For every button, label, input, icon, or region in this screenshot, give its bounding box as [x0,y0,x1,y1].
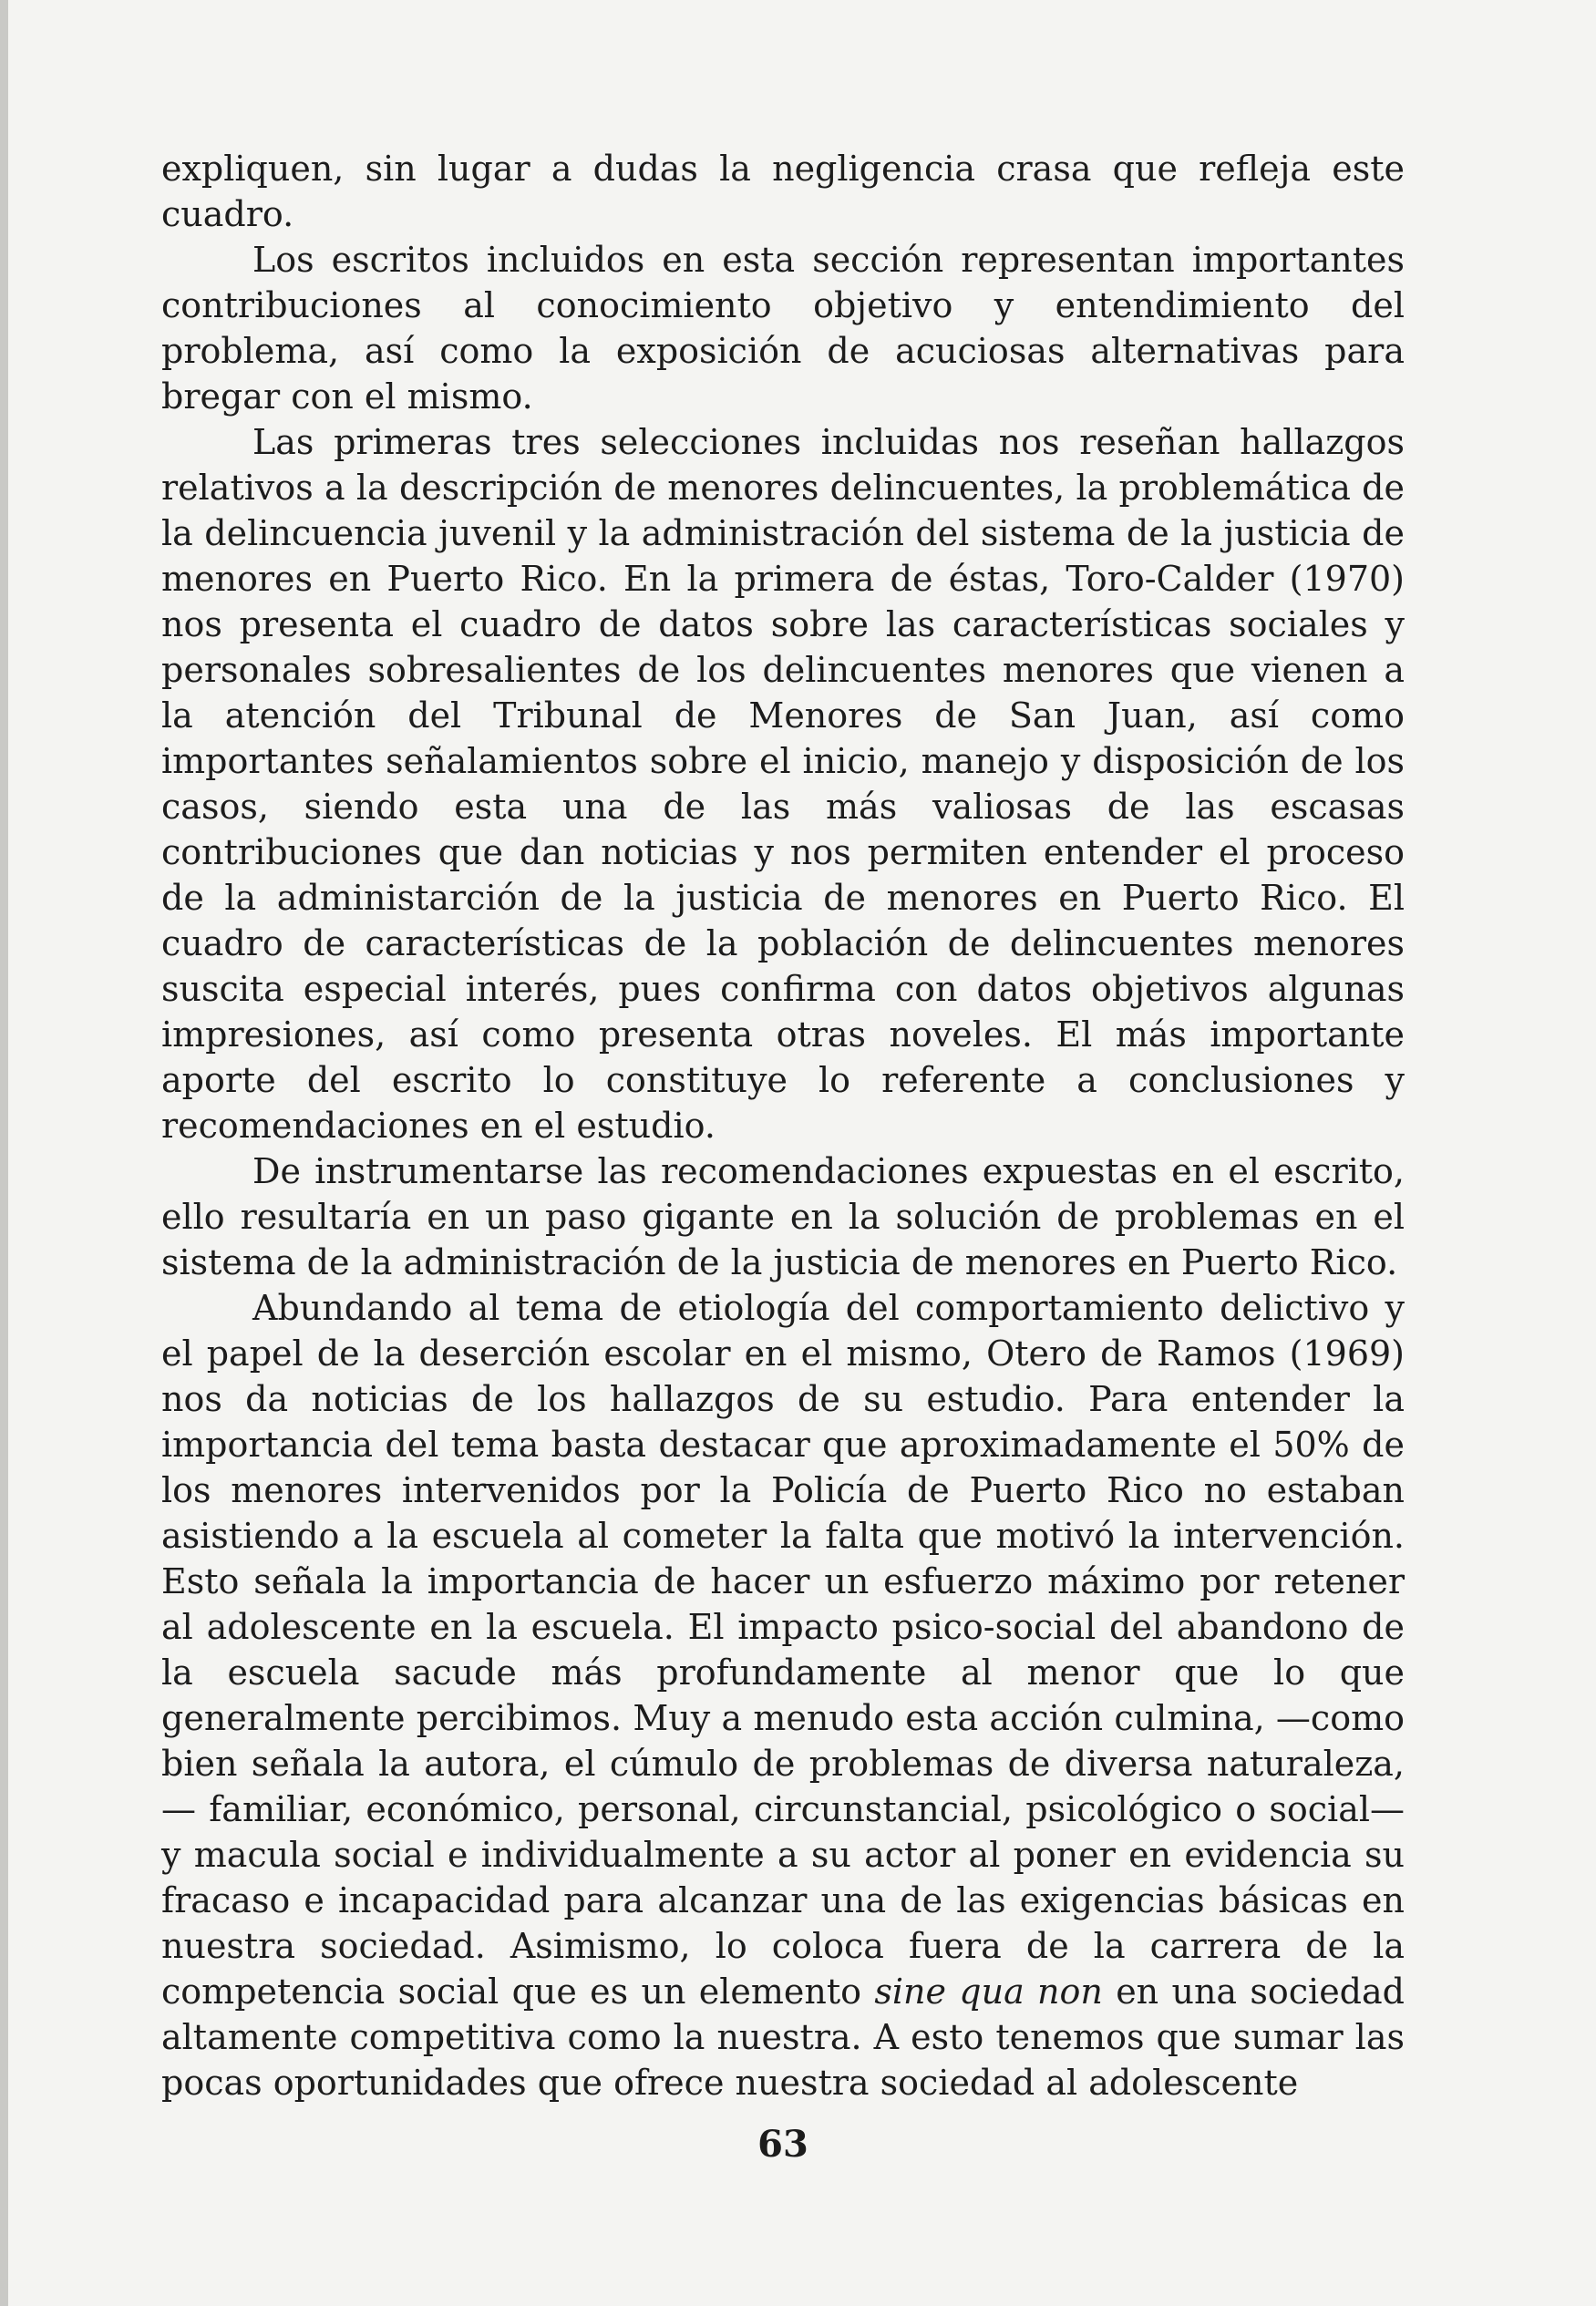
page-number: 63 [757,2123,808,2166]
body-text [161,146,1405,2105]
latin-phrase: sine qua non [874,1971,1103,2012]
page-binding-edge [0,0,8,2306]
paragraph-1: expliquen, sin lugar a dudas la negligencia crasa que refleja este cuadro. [161,149,1405,234]
paragraph-3: Las primeras tres selecciones incluidas nos reseñan hallazgos relativos a la descripción de menores delincuentes, la problemática de la delincuencia juvenil y la administración del sistema de la justicia de menores en Puerto Rico. En la primera de éstas, Toro-Calder (1970) nos presenta el cuadro de datos sobre las características sociales y personales sobresalientes de los delincuentes menores que vienen a la atención del Tribunal de Menores de San Juan, así como importantes señalamientos sobre el inicio, manejo y disposición de los casos, siendo esta una de las más valiosas de las escasas contribuciones que dan noticias y nos permiten entender el proceso de la administarción de la justicia de menores en Puerto Rico. El cuadro de características de la población de delincuentes menores suscita especial interés, pues confirma con datos objetivos algunas impresiones, así como presenta otras noveles. El más importante aporte del escrito lo constituye lo referente a conclusiones y recomendaciones en el estudio. [161,422,1405,1146]
paragraph-5 [161,1285,1405,2105]
paragraph-4: De instrumentarse las recomendaciones expuestas en el escrito, ello resultaría en un paso gigante en la solución de problemas en el sistema de la administración de la justicia de menores en Puerto Rico. [161,1151,1405,1282]
paragraph-5-text-before: Abundando al tema de etiología del comportamiento delictivo y el papel de la deserción escolar en el mismo, Otero de Ramos (1969) nos da noticias de los hallazgos de su estudio. Para entender la importancia del tema basta destacar que aproximadamente el 50% de los menores intervenidos por la Policía de Puerto Rico no estaban asistiendo a la escuela al cometer la falta que motivó la intervención. Esto señala la importancia de hacer un esfuerzo máximo por retener al adolescente en la escuela. El impacto psico-social del abandono de la escuela sacude más profundamente al menor que lo que generalmente percibimos. Muy a menudo esta acción culmina, —como bien señala la autora, el cúmulo de problemas de diversa naturaleza,— familiar, económico, personal, circunstancial, psicológico o social— y macula social e individualmente a su actor al poner en evidencia su fracaso e incapacidad para alcanzar una de las exigencias básicas en nuestra sociedad. Asimismo, lo coloca fuera de la carrera de la competencia social que es un elemento [161,1288,1405,2012]
paragraph-2: Los escritos incluidos en esta sección representan importantes contribuciones al conocimiento objetivo y entendimiento del problema, así como la exposición de acuciosas alternativas para bregar con el mismo. [161,240,1405,417]
paragraph-5-text-after: en una sociedad altamente competitiva como la nuestra. A esto tenemos que sumar las pocas oportunidades que ofrece nuestra sociedad al adolescente [161,1971,1405,2103]
